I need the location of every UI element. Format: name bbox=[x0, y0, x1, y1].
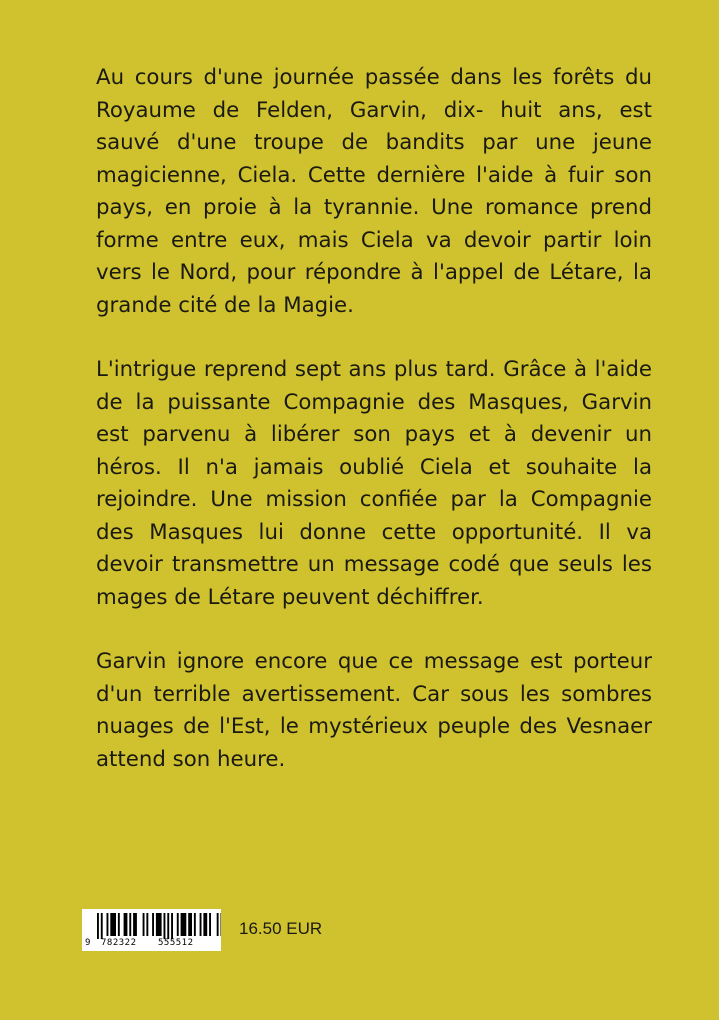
barcode-bar bbox=[152, 913, 154, 936]
barcode-bar bbox=[143, 913, 145, 936]
barcode-bar bbox=[221, 913, 222, 936]
barcode-bar bbox=[194, 913, 196, 936]
blurb-paragraph-2: L'intrigue reprend sept ans plus tard. Grâce à l'aide de la puissante Compagnie des Masques, Garvin est parvenu à libérer son pays et à devenir un héros. Il n'a jamais oublié Ciela et souhaite la rejoindre. Une mission confiée par la Compagnie des Masques lui donne cette opportunité. Il va devoir transmettre un message codé que seuls les mages de Létare peuvent déchiffrer. bbox=[96, 357, 652, 610]
barcode-bar bbox=[177, 913, 179, 936]
barcode-bar bbox=[181, 913, 187, 936]
price-label: 16.50 EUR bbox=[239, 919, 323, 938]
barcode-bar bbox=[167, 913, 169, 939]
blurb-paragraph-3: Garvin ignore encore que ce message est porteur d'un terrible avertissement. Car sous les sombres nuages de l'Est, le mystérieux peuple des Vesnaer attend son heure. bbox=[96, 649, 652, 772]
isbn-digit-first: 9 bbox=[85, 938, 91, 948]
barcode-bar bbox=[129, 913, 131, 936]
barcode-bar bbox=[110, 913, 116, 936]
isbn-digits-right: 555512 bbox=[158, 938, 194, 948]
barcode-bar bbox=[107, 913, 109, 936]
isbn-barcode bbox=[82, 909, 221, 951]
barcode-bar bbox=[200, 913, 202, 936]
isbn-digits-left: 782322 bbox=[101, 938, 137, 948]
blurb bbox=[96, 62, 652, 776]
barcode-bar bbox=[156, 913, 162, 936]
barcode-bar bbox=[171, 913, 173, 939]
barcode-bar bbox=[188, 913, 192, 936]
barcode-bar bbox=[164, 913, 166, 939]
barcode-bar bbox=[97, 913, 99, 939]
barcode-bar bbox=[101, 913, 103, 939]
barcode-bar bbox=[217, 913, 219, 936]
barcode-bar bbox=[209, 913, 211, 936]
isbn-digits bbox=[82, 937, 221, 949]
barcode-bar bbox=[118, 913, 120, 936]
barcode-bar bbox=[133, 913, 137, 936]
barcode-bar bbox=[203, 913, 207, 936]
blurb-paragraph-1: Au cours d'une journée passée dans les forêts du Royaume de Felden, Garvin, dix- huit ans, est sauvé d'une troupe de bandits par une jeune magicienne, Ciela. Cette dernière l'aide à fuir son pays, en proie à la tyrannie. Une romance prend forme entre eux, mais Ciela va devoir partir loin vers le Nord, pour répondre à l'appel de Létare, la grande cité de la Magie. bbox=[96, 65, 652, 318]
barcode-bar bbox=[146, 913, 148, 936]
barcode-bar bbox=[124, 913, 128, 936]
